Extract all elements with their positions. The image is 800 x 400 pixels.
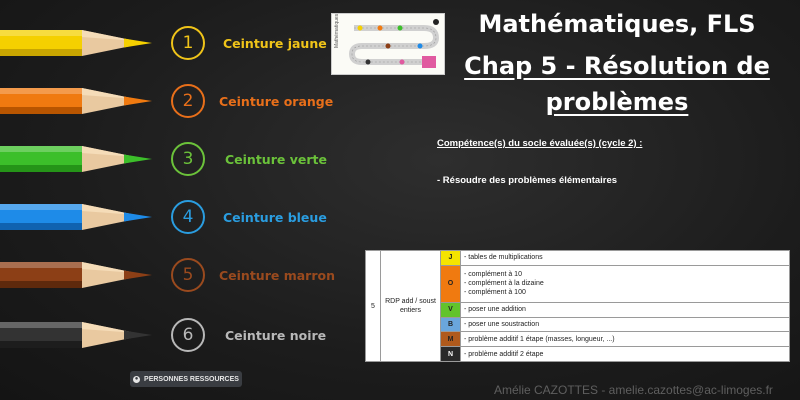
document-thumbnail[interactable] [331, 13, 445, 75]
skill-line: - poser une soustraction [464, 320, 540, 328]
table-topic: RDP add / soust entiers [381, 251, 441, 362]
pencil-2 [0, 86, 160, 116]
competence-item: - Résoudre des problèmes élémentaires [437, 175, 618, 186]
skill-cell [461, 251, 790, 266]
pencil-6 [0, 320, 160, 350]
pencil-5 [0, 260, 160, 290]
belt-code-cell: B [441, 317, 461, 332]
belt-code-cell: M [441, 332, 461, 347]
pencil-4 [0, 202, 160, 232]
page-title: Mathématiques, FLS [478, 10, 756, 38]
belt-number-4: 4 [171, 200, 205, 234]
circle-dot-icon: ● [134, 376, 139, 382]
belt-number-6: 6 [171, 318, 205, 352]
competence-heading: Compétence(s) du socle évaluée(s) (cycle 2) : [437, 138, 643, 149]
footer-contact: Amélie CAZOTTES - amelie.cazottes@ac-limoges.fr [494, 383, 773, 397]
table-number: 5 [366, 251, 381, 362]
belt-label-6: Ceinture noire [225, 328, 327, 343]
belt-label-4: Ceinture bleue [223, 210, 327, 225]
personnes-ressources-button[interactable] [130, 371, 242, 387]
table-row [366, 251, 790, 266]
skill-cell [461, 265, 790, 302]
belt-code-cell: V [441, 302, 461, 317]
belt-number-5: 5 [171, 258, 205, 292]
belt-label-2: Ceinture orange [219, 94, 334, 109]
belt-code-cell: O [441, 265, 461, 302]
belt-number-3: 3 [171, 142, 205, 176]
chapter-title: Chap 5 - Résolution de problèmes [464, 52, 770, 116]
belt-number-2: 2 [171, 84, 205, 118]
button-label: PERSONNES RESSOURCES [144, 375, 239, 383]
progression-table [365, 250, 790, 362]
skill-line: - tables de multiplications [464, 254, 543, 262]
skill-cell [461, 302, 790, 317]
skill-line: - complément à la dizaine [464, 280, 544, 288]
belt-code-cell: J [441, 251, 461, 266]
skill-line: - problème additif 2 étape [464, 350, 544, 358]
skill-line: - complément à 10 [464, 271, 522, 279]
pencil-1 [0, 28, 160, 58]
svg-text:Mathématiques: Mathématiques [334, 14, 340, 48]
belt-number-1: 1 [171, 26, 205, 60]
belt-label-1: Ceinture jaune [223, 36, 327, 51]
skill-line: - problème additif 1 étape (masses, longueur, ...) [464, 335, 615, 343]
belt-label-5: Ceinture marron [219, 268, 335, 283]
pencil-3 [0, 144, 160, 174]
belt-label-3: Ceinture verte [225, 152, 327, 167]
skill-cell [461, 347, 790, 362]
skill-line: - poser une addition [464, 306, 526, 314]
skill-cell [461, 332, 790, 347]
skill-line: - complément à 100 [464, 289, 526, 297]
skill-cell [461, 317, 790, 332]
belt-code-cell: N [441, 347, 461, 362]
